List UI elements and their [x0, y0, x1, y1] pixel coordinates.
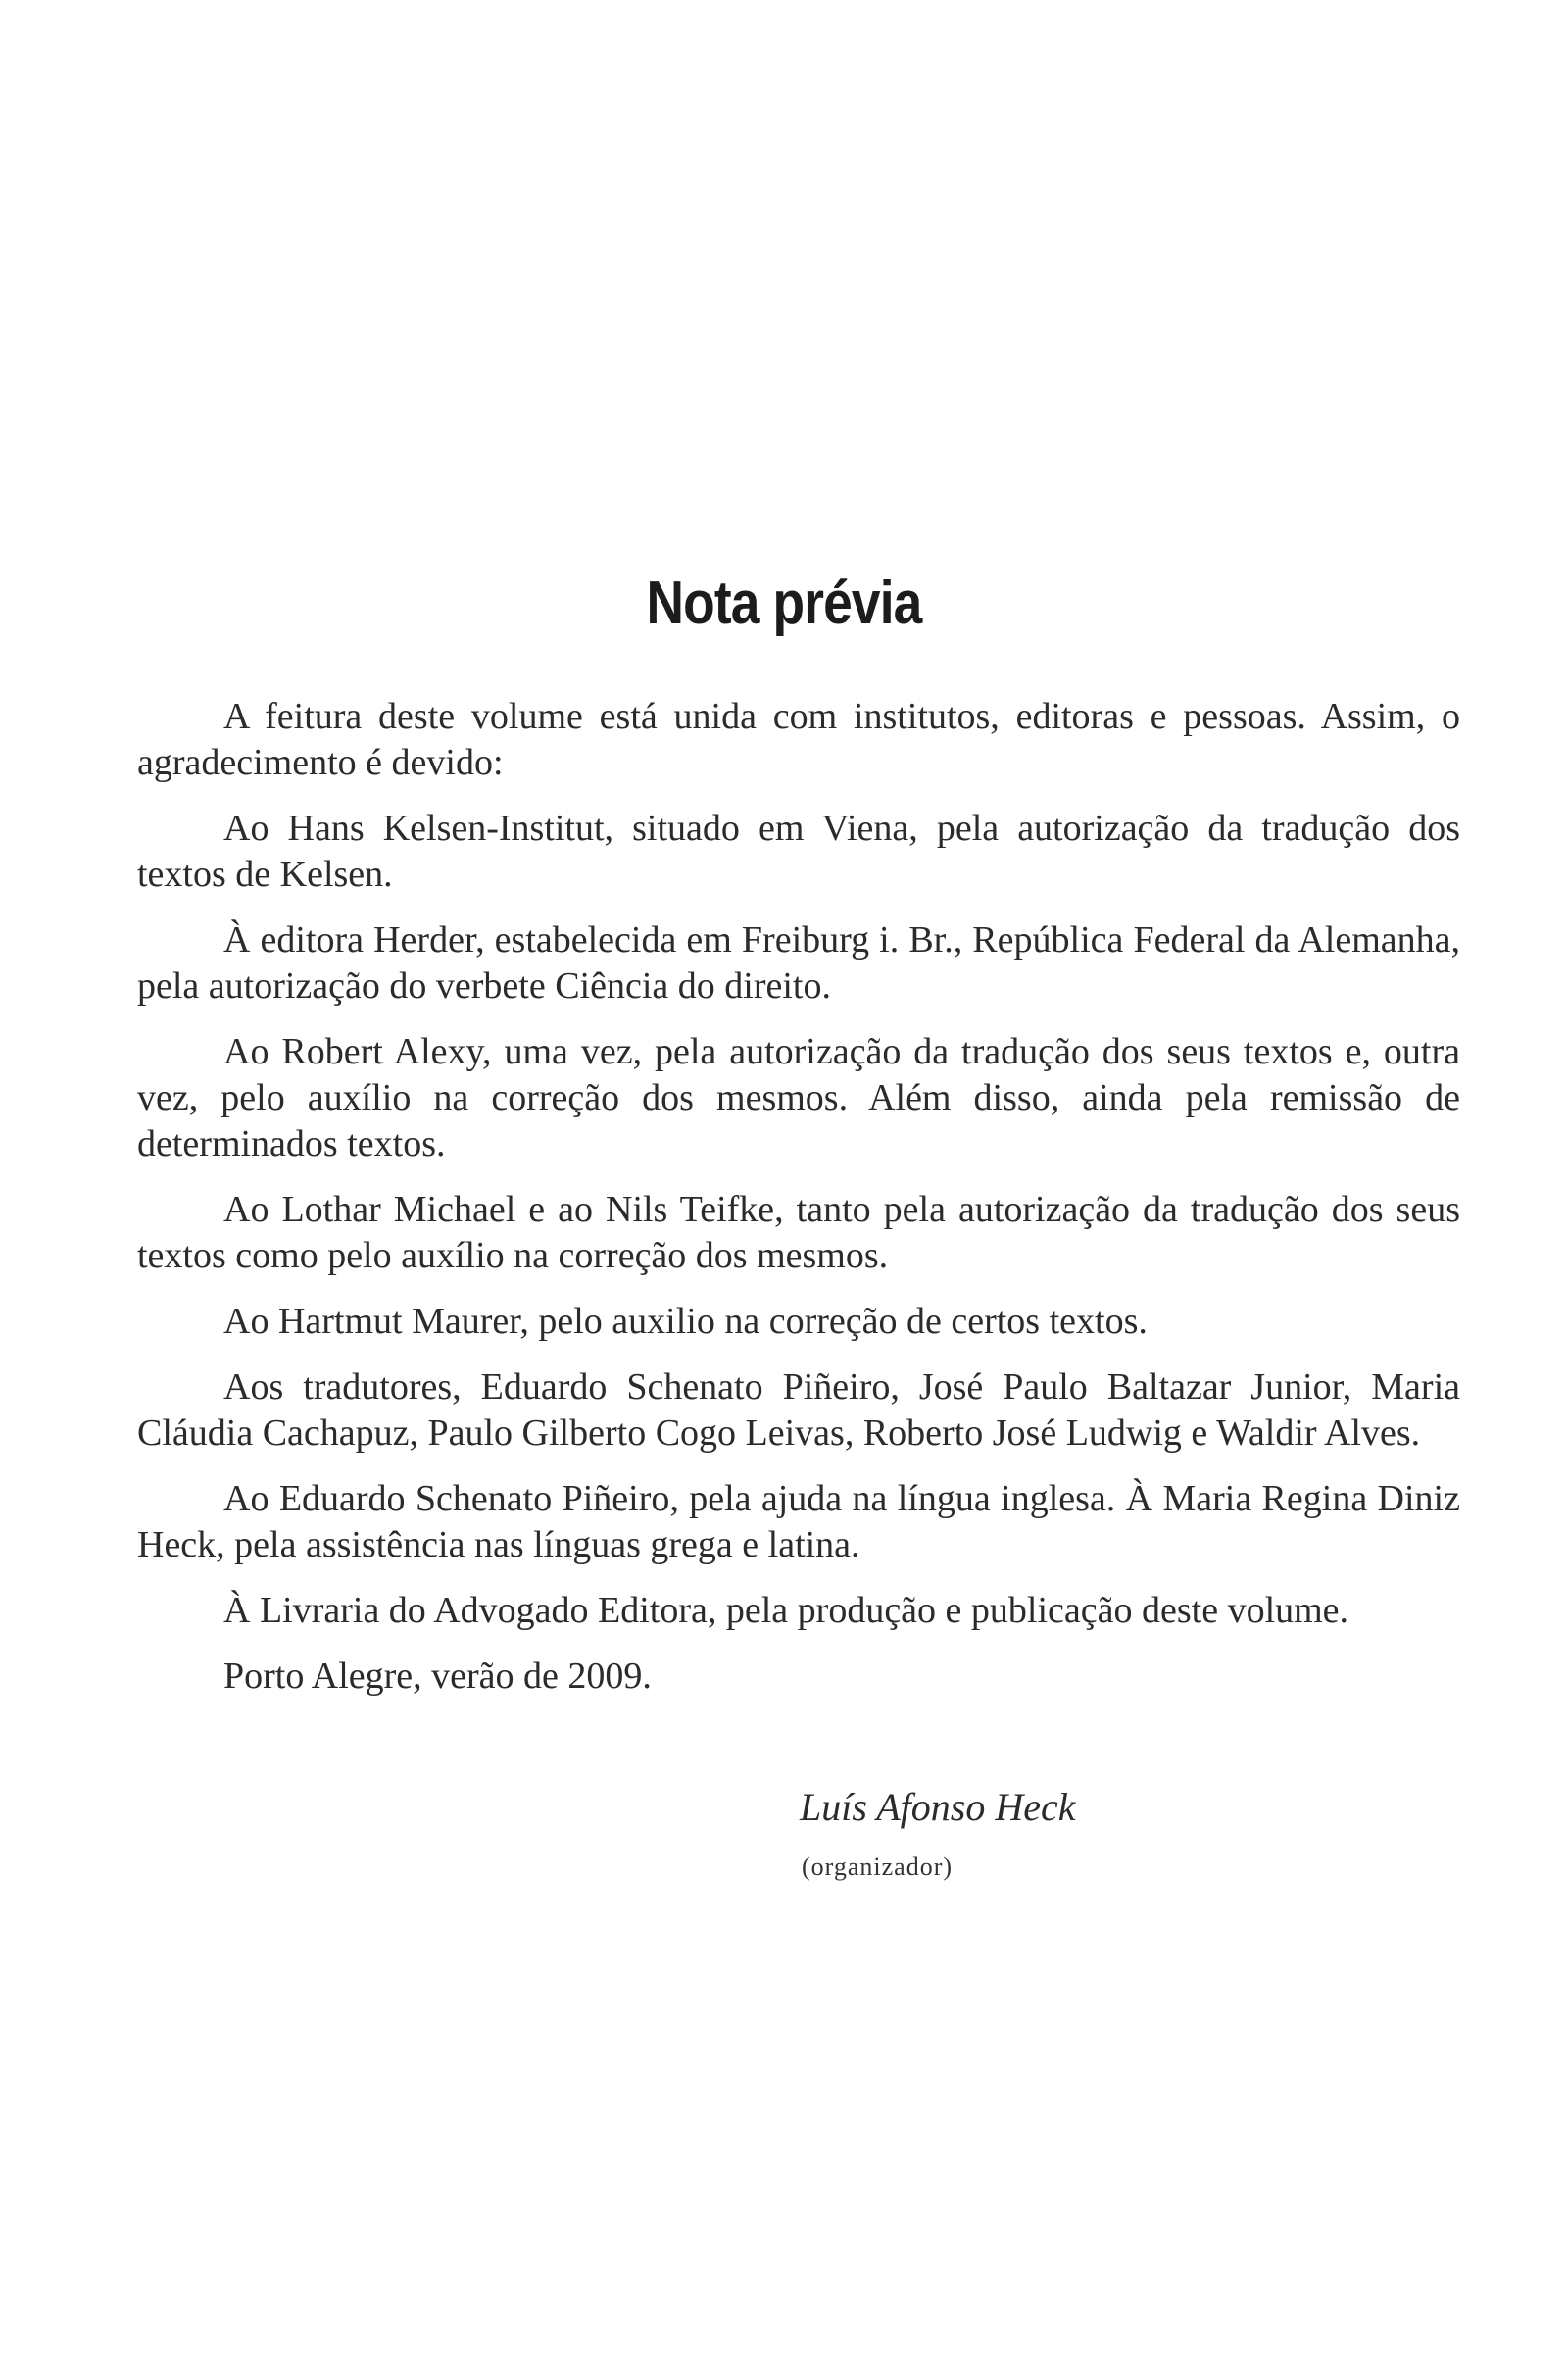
- paragraph-pineiro-heck: Ao Eduardo Schenato Piñeiro, pela ajuda na língua inglesa. À Maria Regina Diniz Heck, pela assistência nas línguas grega e latina.: [137, 1478, 1460, 1565]
- paragraph-maurer: Ao Hartmut Maurer, pelo auxilio na correção de certos textos.: [223, 1301, 1148, 1342]
- paragraph-place-date: Porto Alegre, verão de 2009.: [223, 1656, 652, 1697]
- document-body: [137, 694, 1460, 1719]
- paragraph-herder: À editora Herder, estabelecida em Freiburg i. Br., República Federal da Alemanha, pela autorização do verbete Ciência do direito.: [137, 919, 1460, 1007]
- signature-role: (organizador): [802, 1853, 954, 1881]
- paragraph-alexy: Ao Robert Alexy, uma vez, pela autorização da tradução dos seus textos e, outra vez, pelo auxílio na correção dos mesmos. Além disso, ainda pela remissão de determinados textos.: [137, 1031, 1460, 1164]
- paragraph-tradutores: Aos tradutores, Eduardo Schenato Piñeiro, José Paulo Baltazar Junior, Maria Cláudia Cachapuz, Paulo Gilberto Cogo Leivas, Roberto José Ludwig e Waldir Alves.: [137, 1366, 1460, 1454]
- paragraph-michael-teifke: Ao Lothar Michael e ao Nils Teifke, tanto pela autorização da tradução dos seus textos como pelo auxílio na correção dos mesmos.: [137, 1189, 1460, 1276]
- signature-name: Luís Afonso Heck: [800, 1785, 1076, 1829]
- paragraph-kelsen-institut: Ao Hans Kelsen-Institut, situado em Viena, pela autorização da tradução dos textos de Kelsen.: [137, 808, 1460, 895]
- page-title: Nota prévia: [646, 569, 922, 637]
- paragraph-livraria: À Livraria do Advogado Editora, pela produção e publicação deste volume.: [223, 1590, 1349, 1631]
- paragraph-intro: A feitura deste volume está unida com institutos, editoras e pessoas. Assim, o agradecimento é devido:: [137, 696, 1460, 783]
